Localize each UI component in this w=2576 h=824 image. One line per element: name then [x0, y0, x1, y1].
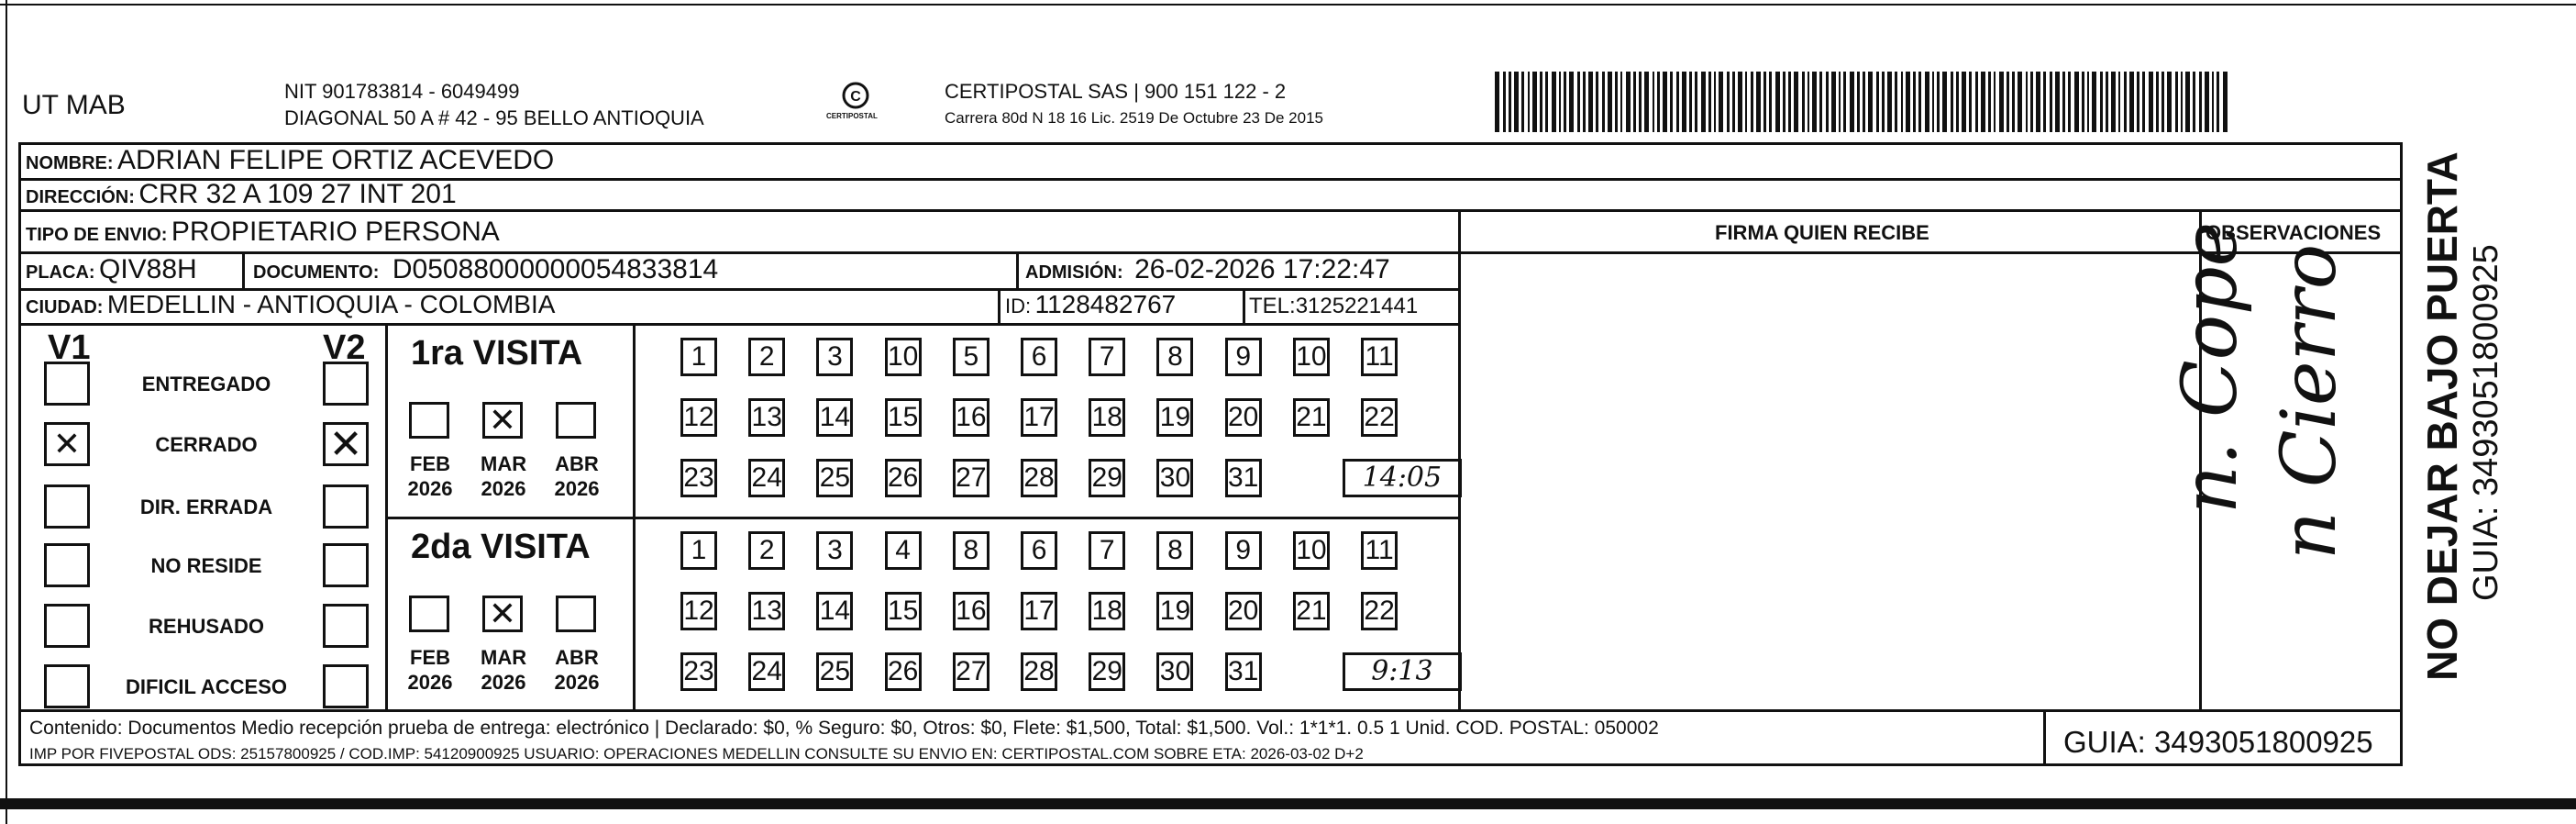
v1-checkbox[interactable] — [44, 484, 90, 529]
month-checkbox[interactable] — [409, 402, 449, 439]
v2-checkbox[interactable] — [323, 362, 369, 406]
send-type-label: TIPO DE ENVIO: — [26, 225, 168, 245]
barcode-bar — [1956, 72, 1959, 132]
barcode-bar — [1495, 72, 1499, 132]
barcode-bar — [2124, 72, 2127, 132]
barcode-bar — [1769, 72, 1772, 132]
barcode-bar — [1819, 72, 1822, 132]
barcode-bar — [1532, 72, 1537, 132]
send-type-row — [26, 218, 500, 246]
barcode-bar — [2050, 72, 2052, 132]
day-box[interactable]: 6 — [1021, 338, 1057, 376]
day-box[interactable]: 17 — [1021, 592, 1057, 630]
barcode-bar — [1615, 72, 1618, 132]
barcode-bar — [1901, 72, 1903, 132]
day-box[interactable]: 4 — [885, 531, 922, 570]
barcode-bar — [1918, 72, 1921, 132]
day-box[interactable]: 14 — [816, 592, 853, 630]
day-box[interactable]: 12 — [680, 398, 717, 437]
day-box[interactable]: 7 — [1089, 338, 1125, 376]
col-line — [1243, 288, 1245, 323]
barcode-bar — [2055, 72, 2060, 132]
day-box[interactable]: 29 — [1089, 652, 1125, 691]
barcode-bar — [1602, 72, 1605, 132]
barcode-bar — [2212, 72, 2214, 132]
day-box[interactable]: 5 — [953, 338, 989, 376]
barcode-bar — [2142, 72, 2145, 132]
month-name: FEB — [410, 452, 450, 475]
day-box[interactable]: 24 — [748, 652, 785, 691]
day-box[interactable]: 2 — [748, 531, 785, 570]
id-row — [1005, 292, 1176, 317]
company-name: UT MAB — [22, 90, 126, 120]
barcode-bar — [1521, 72, 1524, 132]
barcode-bar — [1540, 72, 1542, 132]
barcode-bar — [2092, 72, 2096, 132]
barcode-bar — [2082, 72, 2084, 132]
day-box[interactable]: 9 — [1225, 531, 1262, 570]
status-label: REHUSADO — [149, 615, 264, 638]
barcode-bar — [1843, 72, 1846, 132]
barcode-bar — [2217, 72, 2219, 132]
day-box[interactable]: 26 — [885, 652, 922, 691]
visit-time[interactable]: 9:13 — [1343, 652, 1462, 691]
day-box[interactable]: 28 — [1021, 652, 1057, 691]
day-box[interactable]: 18 — [1089, 592, 1125, 630]
day-box[interactable]: 25 — [816, 459, 853, 497]
admission-label: ADMISIÓN: — [1025, 262, 1123, 283]
barcode-bar — [1794, 72, 1798, 132]
name-row — [26, 147, 554, 174]
barcode-bar — [1887, 72, 1892, 132]
barcode-bar — [1719, 72, 1723, 132]
logo-text: CERTIPOSTAL — [826, 112, 878, 120]
day-box[interactable]: 11 — [1361, 531, 1398, 570]
status-label: DIFICIL ACCESO — [125, 675, 287, 698]
status-label: DIR. ERRADA — [139, 496, 273, 518]
barcode-bar — [1913, 72, 1916, 132]
plate-label: PLACA: — [26, 262, 95, 283]
document-value: D05088000000054833814 — [392, 254, 719, 284]
month-year: 2026 — [481, 477, 526, 500]
left-edge — [6, 0, 7, 824]
barcode-bar — [2026, 72, 2028, 132]
document-label: DOCUMENTO: — [253, 262, 380, 283]
barcode-bar — [1751, 72, 1753, 132]
footer-line-1: Contenido: Documentos Medio recepción prueba de entrega: electrónico | Declarado: $0, % Seguro: $0, Otros: $0, Flete: $1,500, Total: $1,500. Vol.: 1*1*1. 0.5 1 Unid. COD. POSTAL: 050002 — [29, 718, 1659, 739]
day-box[interactable]: 18 — [1089, 398, 1125, 437]
barcode-bar — [1559, 72, 1561, 132]
barcode-bar — [1695, 72, 1697, 132]
barcode-bar — [2137, 72, 2139, 132]
barcode-bar — [1981, 72, 1985, 132]
barcode-bar — [1639, 72, 1642, 132]
day-box[interactable]: 3 — [816, 531, 853, 570]
day-box[interactable]: 19 — [1156, 398, 1193, 437]
name-label: NOMBRE: — [26, 153, 114, 173]
guia-box: GUIA: 3493051800925 — [2063, 725, 2373, 759]
barcode-bar — [1788, 72, 1791, 132]
v1-checkbox[interactable] — [44, 664, 90, 708]
carrier-license: Carrera 80d N 18 16 Lic. 2519 De Octubre 23 De 2015 — [945, 109, 1323, 127]
barcode-bar — [2175, 72, 2178, 132]
barcode-bar — [2129, 72, 2134, 132]
side-guia: GUIA: 3493051800925 — [2467, 244, 2505, 601]
month-checkbox[interactable]: ✕ — [482, 402, 523, 439]
day-box[interactable]: 19 — [1156, 592, 1193, 630]
day-box[interactable]: 17 — [1021, 398, 1057, 437]
barcode-bar — [1682, 72, 1686, 132]
barcode-bar — [1727, 72, 1730, 132]
barcode-bar — [2181, 72, 2183, 132]
city-label: CIUDAD: — [26, 297, 104, 317]
col-line — [242, 251, 245, 288]
barcode-bar — [2199, 72, 2202, 132]
id-label: ID: — [1005, 295, 1032, 317]
day-box[interactable]: 14 — [816, 398, 853, 437]
barcode-bar — [1969, 72, 1972, 132]
tel-value: 3125221441 — [1295, 294, 1419, 318]
day-box[interactable]: 25 — [816, 652, 853, 691]
v1-label: V1 — [48, 328, 91, 367]
day-box[interactable]: 22 — [1361, 398, 1398, 437]
row-line — [18, 209, 2403, 212]
barcode-bar — [1596, 72, 1598, 132]
barcode-bar — [1850, 72, 1854, 132]
day-box[interactable]: 10 — [1293, 338, 1330, 376]
no-dejar-warning: NO DEJAR BAJO PUERTA — [2418, 151, 2466, 681]
day-box[interactable]: 9 — [1225, 338, 1262, 376]
bottom-edge — [0, 798, 2576, 809]
address-label: DIRECCIÓN: — [26, 187, 135, 207]
day-box[interactable]: 23 — [680, 459, 717, 497]
month-year: 2026 — [554, 671, 600, 694]
day-box[interactable]: 21 — [1293, 592, 1330, 630]
barcode-bar — [1633, 72, 1636, 132]
col-line — [1016, 251, 1019, 288]
barcode-bar — [1942, 72, 1947, 132]
month-year: 2026 — [407, 477, 453, 500]
plate-value: QIV88H — [99, 254, 197, 284]
barcode-bar — [1714, 72, 1716, 132]
handwritten-observation-1: n. Cope — [2167, 221, 2254, 514]
barcode-bar — [2036, 72, 2040, 132]
barcode-bar — [1999, 72, 2004, 132]
status-label: ENTREGADO — [141, 373, 271, 395]
barcode-bar — [1509, 72, 1511, 132]
barcode-bar — [1528, 72, 1530, 132]
barcode-bar — [1644, 72, 1649, 132]
day-box[interactable]: 13 — [748, 398, 785, 437]
day-box[interactable]: 8 — [1156, 338, 1193, 376]
barcode-bar — [1676, 72, 1679, 132]
barcode-bar — [1564, 72, 1566, 132]
month-checkbox[interactable]: ✕ — [482, 596, 523, 632]
day-box[interactable]: 26 — [885, 459, 922, 497]
tel-row — [1249, 295, 1418, 317]
col-line — [2043, 709, 2046, 766]
day-box[interactable]: 22 — [1361, 592, 1398, 630]
barcode-bar — [1756, 72, 1761, 132]
barcode-bar — [2149, 72, 2153, 132]
name-value: ADRIAN FELIPE ORTIZ ACEVEDO — [117, 145, 555, 175]
barcode-bar — [1732, 72, 1735, 132]
day-box[interactable]: 8 — [1156, 531, 1193, 570]
observaciones-header: OBSERVACIONES — [2206, 221, 2382, 244]
barcode-bar — [1868, 72, 1873, 132]
v2-checkbox[interactable] — [323, 664, 369, 708]
month-checkbox[interactable] — [556, 596, 596, 632]
col-line — [2400, 142, 2403, 766]
day-box[interactable]: 30 — [1156, 459, 1193, 497]
barcode-bar — [1545, 72, 1548, 132]
barcode-bar — [1708, 72, 1711, 132]
barcode-bar — [1583, 72, 1586, 132]
barcode-bar — [1812, 72, 1817, 132]
barcode-bar — [2156, 72, 2159, 132]
barcode-bar — [1826, 72, 1829, 132]
admission-row — [1025, 256, 1390, 284]
barcode-bar — [1932, 72, 1934, 132]
address-row — [26, 181, 457, 208]
day-box[interactable]: 27 — [953, 652, 989, 691]
day-box[interactable]: 2 — [748, 338, 785, 376]
visit-title: 1ra VISITA — [411, 334, 583, 373]
barcode-bar — [1701, 72, 1706, 132]
day-box[interactable]: 24 — [748, 459, 785, 497]
v1-checkbox[interactable] — [44, 604, 90, 648]
day-box[interactable]: 11 — [1361, 338, 1398, 376]
barcode-bar — [2106, 72, 2108, 132]
barcode-bar — [2185, 72, 2190, 132]
top-edge — [0, 4, 2576, 6]
barcode-bar — [1975, 72, 1978, 132]
month-year: 2026 — [407, 671, 453, 694]
day-box[interactable]: 29 — [1089, 459, 1125, 497]
barcode-bar — [1839, 72, 1841, 132]
barcode-bar — [1653, 72, 1654, 132]
admission-value: 26-02-2026 17:22:47 — [1134, 254, 1390, 284]
month-year: 2026 — [481, 671, 526, 694]
address-value: CRR 32 A 109 27 INT 201 — [138, 179, 457, 209]
barcode-bar — [1863, 72, 1865, 132]
day-box[interactable]: 16 — [953, 592, 989, 630]
visit-title: 2da VISITA — [411, 528, 591, 566]
barcode-bar — [1802, 72, 1805, 132]
day-box[interactable]: 31 — [1225, 459, 1262, 497]
barcode-bar — [1895, 72, 1897, 132]
footer-line-2: IMP POR FIVEPOSTAL ODS: 25157800925 / COD.IMP: 54120900925 USUARIO: OPERACIONES MEDELLIN CONSULTE SU ENVIO EN: CERTIPOSTAL.COM SOBRE ETA: 2026-03-02 D+2 — [29, 745, 1364, 763]
barcode-bar — [2161, 72, 2164, 132]
barcode — [1495, 72, 2227, 132]
barcode-bar — [2018, 72, 2022, 132]
month-year: 2026 — [554, 477, 600, 500]
firma-header: FIRMA QUIEN RECIBE — [1715, 221, 1929, 244]
month-name: FEB — [410, 646, 450, 669]
id-value: 1128482767 — [1034, 290, 1177, 318]
certipostal-logo — [819, 81, 892, 128]
svg-text:C: C — [850, 89, 861, 105]
handwritten-observation-2: n Cierro — [2266, 243, 2353, 560]
company-nit: NIT 901783814 - 6049499 — [284, 80, 520, 103]
barcode-bar — [1937, 72, 1940, 132]
status-label: CERRADO — [155, 433, 258, 456]
month-name: ABR — [555, 452, 599, 475]
visit-time[interactable]: 14:05 — [1343, 459, 1462, 497]
barcode-bar — [2030, 72, 2033, 132]
tel-label: TEL: — [1249, 294, 1296, 318]
day-box[interactable]: 1 — [680, 338, 717, 376]
barcode-bar — [1783, 72, 1786, 132]
barcode-bar — [1588, 72, 1593, 132]
barcode-bar — [1663, 72, 1667, 132]
barcode-bar — [2043, 72, 2046, 132]
barcode-bar — [1857, 72, 1860, 132]
v1-checkbox[interactable]: ✕ — [44, 422, 90, 466]
barcode-bar — [1503, 72, 1506, 132]
day-box[interactable]: 15 — [885, 592, 922, 630]
barcode-bar — [1670, 72, 1673, 132]
barcode-bar — [1775, 72, 1780, 132]
status-label: NO RESIDE — [150, 554, 262, 577]
day-box[interactable]: 23 — [680, 652, 717, 691]
day-box[interactable]: 21 — [1293, 398, 1330, 437]
month-name: ABR — [555, 646, 599, 669]
barcode-bar — [1962, 72, 1966, 132]
barcode-bar — [2068, 72, 2071, 132]
barcode-bar — [1552, 72, 1556, 132]
day-box[interactable]: 15 — [885, 398, 922, 437]
barcode-bar — [1620, 72, 1622, 132]
day-box[interactable]: 16 — [953, 398, 989, 437]
day-box[interactable]: 12 — [680, 592, 717, 630]
barcode-bar — [2118, 72, 2120, 132]
barcode-bar — [2100, 72, 2103, 132]
barcode-bar — [1906, 72, 1910, 132]
v2-checkbox[interactable] — [323, 604, 369, 648]
day-box[interactable]: 8 — [953, 531, 989, 570]
barcode-bar — [1831, 72, 1836, 132]
barcode-bar — [2012, 72, 2015, 132]
barcode-bar — [2087, 72, 2089, 132]
barcode-bar — [1514, 72, 1519, 132]
day-box[interactable]: 13 — [748, 592, 785, 630]
barcode-bar — [2193, 72, 2195, 132]
v2-checkbox[interactable] — [323, 484, 369, 529]
barcode-bar — [1882, 72, 1885, 132]
row-line — [18, 323, 1458, 326]
v2-checkbox[interactable]: ✕ — [323, 422, 369, 466]
plate-row — [26, 256, 197, 284]
barcode-bar — [1626, 72, 1631, 132]
v2-checkbox[interactable] — [323, 543, 369, 587]
barcode-bar — [1808, 72, 1809, 132]
company-address: DIAGONAL 50 A # 42 - 95 BELLO ANTIOQUIA — [284, 106, 704, 129]
month-checkbox[interactable] — [556, 402, 596, 439]
barcode-bar — [2007, 72, 2009, 132]
day-box[interactable]: 3 — [816, 338, 853, 376]
row-line — [385, 517, 1458, 519]
barcode-bar — [1988, 72, 1991, 132]
barcode-bar — [1745, 72, 1747, 132]
barcode-bar — [1738, 72, 1742, 132]
v1-checkbox[interactable] — [44, 362, 90, 406]
v1-checkbox[interactable] — [44, 543, 90, 587]
day-box[interactable]: 20 — [1225, 592, 1262, 630]
barcode-bar — [2062, 72, 2065, 132]
barcode-bar — [2111, 72, 2116, 132]
barcode-bar — [1876, 72, 1879, 132]
send-type-value: PROPIETARIO PERSONA — [171, 217, 500, 247]
day-box[interactable]: 28 — [1021, 459, 1057, 497]
barcode-bar — [1657, 72, 1660, 132]
day-box[interactable]: 6 — [1021, 531, 1057, 570]
city-value: MEDELLIN - ANTIOQUIA - COLOMBIA — [106, 290, 556, 318]
carrier-name: CERTIPOSTAL SAS | 900 151 122 - 2 — [945, 80, 1287, 103]
barcode-bar — [1994, 72, 1996, 132]
day-box[interactable]: 20 — [1225, 398, 1262, 437]
month-name: MAR — [481, 452, 527, 475]
day-box[interactable]: 7 — [1089, 531, 1125, 570]
barcode-bar — [1569, 72, 1574, 132]
document-row — [253, 256, 718, 284]
barcode-bar — [1951, 72, 1953, 132]
day-box[interactable]: 31 — [1225, 652, 1262, 691]
barcode-bar — [2074, 72, 2079, 132]
barcode-bar — [2167, 72, 2172, 132]
city-row — [26, 292, 555, 317]
day-box[interactable]: 27 — [953, 459, 989, 497]
month-checkbox[interactable] — [409, 596, 449, 632]
col-line — [998, 288, 1001, 323]
day-box[interactable]: 10 — [1293, 531, 1330, 570]
barcode-bar — [1763, 72, 1766, 132]
barcode-bar — [1689, 72, 1692, 132]
barcode-bar — [1577, 72, 1580, 132]
day-box[interactable]: 10 — [885, 338, 922, 376]
barcode-bar — [1925, 72, 1929, 132]
barcode-bar — [1608, 72, 1612, 132]
barcode-bar — [2223, 72, 2228, 132]
month-name: MAR — [481, 646, 527, 669]
v2-label: V2 — [323, 328, 366, 367]
barcode-bar — [2205, 72, 2209, 132]
day-box[interactable]: 1 — [680, 531, 717, 570]
day-box[interactable]: 30 — [1156, 652, 1193, 691]
